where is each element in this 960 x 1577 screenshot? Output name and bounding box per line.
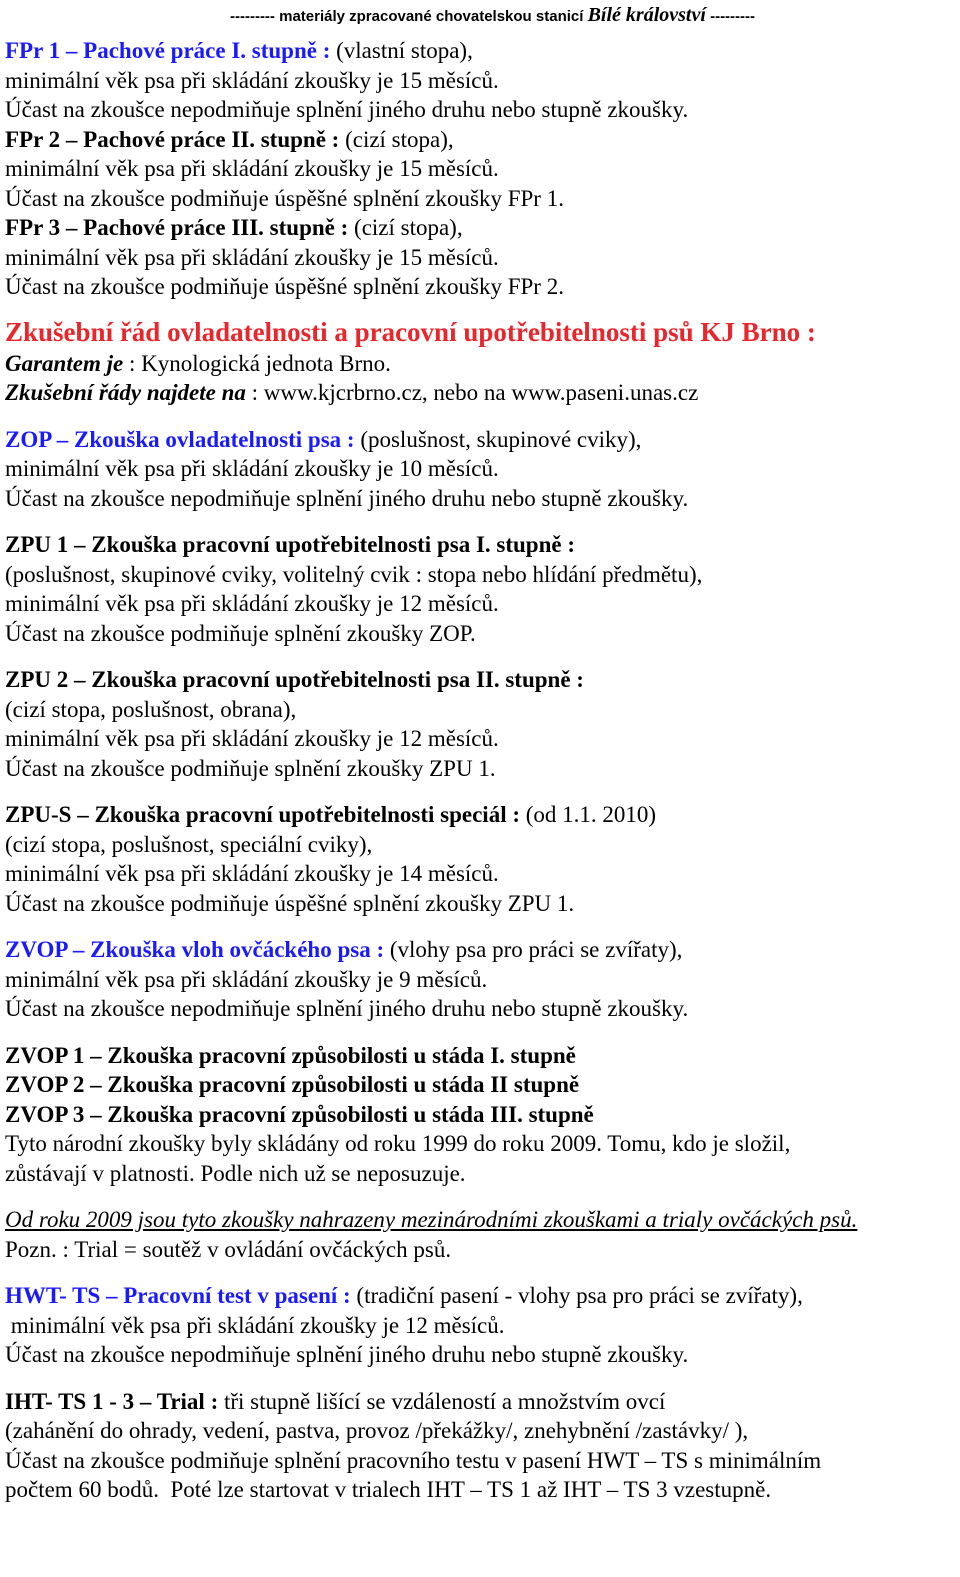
iht-rest: tři stupně lišící se vzdáleností a množstvím ovcí <box>218 1388 666 1414</box>
kj-brno-heading: Zkušební řád ovladatelnosti a pracovní upotřebitelnosti psů KJ Brno : <box>5 316 816 347</box>
trial-note: Pozn. : Trial = soutěž v ovládání ovčáckých psů. <box>5 1236 452 1262</box>
iht-line2: (zahánění do ohrady, vedení, pastva, provoz /překážky/, znehybnění /zastávky/ ), <box>5 1418 749 1443</box>
fpr2-title-line <box>5 125 960 155</box>
zvop1-title: ZVOP 1 – Zkouška pracovní způsobilosti u stáda I. stupně <box>5 1042 576 1068</box>
fpr1-age: minimální věk psa při skládání zkoušky je 15 měsíců. <box>5 67 499 93</box>
fpr2-condition: Účast na zkoušce podmiňuje úspěšné splnění zkoušky FPr 1. <box>5 185 564 211</box>
rules-label: Zkušební řády najdete na <box>5 380 246 405</box>
hwt-title-line <box>5 1281 960 1311</box>
zvop-rest: (vlohy psa pro práci se zvířaty), <box>384 937 683 962</box>
rules-urls: www.kjcrbrno.cz, nebo na www.paseni.unas.cz <box>263 380 699 405</box>
zpu2-detail: (cizí stopa, poslušnost, obrana), <box>5 696 297 722</box>
iht-line4: počtem 60 bodů. Poté lze startovat v trialech IHT – TS 1 až IHT – TS 3 vzestupně. <box>5 1477 772 1502</box>
header-dashes-right: --------- <box>705 8 756 25</box>
zpu1-age: minimální věk psa při skládání zkoušky je 12 měsíců. <box>5 591 499 616</box>
hwt-title: HWT- TS – Pracovní test v pasení : <box>5 1283 351 1308</box>
zpu1-section <box>5 530 960 648</box>
fpr2-age: minimální věk psa při skládání zkoušky je 15 měsíců. <box>5 156 499 181</box>
zpus-detail: (cizí stopa, poslušnost, speciální cviky), <box>5 831 373 857</box>
rules-sep: : <box>245 380 264 405</box>
kennel-name: Bílé království <box>587 4 706 26</box>
header-dashes-left: --------- <box>229 8 275 25</box>
zpus-condition: Účast na zkoušce podmiňuje úspěšné splnění zkoušky ZPU 1. <box>5 890 575 916</box>
zvop-levels-section <box>5 1041 960 1189</box>
guarantor-sep: : <box>123 350 142 376</box>
fpr2-rest: (cizí stopa), <box>339 126 454 152</box>
zpu2-condition: Účast na zkoušce podmiňuje splnění zkoušky ZPU 1. <box>5 755 496 781</box>
zpus-section <box>5 800 960 918</box>
hwt-section <box>5 1281 960 1370</box>
fpr1-title-line <box>5 36 960 66</box>
fpr-section <box>5 36 960 302</box>
zpu1-title: ZPU 1 – Zkouška pracovní upotřebitelnosti psa I. stupně : <box>5 532 575 557</box>
iht-line3: Účast na zkoušce podmiňuje splnění pracovního testu v pasení HWT – TS s minimálním <box>5 1447 822 1473</box>
fpr1-title: FPr 1 – Pachové práce I. stupně : <box>5 38 331 63</box>
zpu1-detail: (poslušnost, skupinové cviky, volitelný cvik : stopa nebo hlídání předmětu), <box>5 561 703 587</box>
guarantor-value: Kynologická jednota Brno. <box>141 350 391 376</box>
zpus-title: ZPU-S – Zkouška pracovní upotřebitelnosti speciál : <box>5 802 520 827</box>
zvop-title-line <box>5 935 960 965</box>
zpu2-title: ZPU 2 – Zkouška pracovní upotřebitelnosti psa II. stupně : <box>5 667 584 692</box>
zop-title: ZOP – Zkouška ovladatelnosti psa : <box>5 426 355 452</box>
iht-title-line <box>5 1387 960 1417</box>
hwt-rest: (tradiční pasení - vlohy psa pro práci se zvířaty), <box>350 1283 803 1308</box>
fpr3-title: FPr 3 – Pachové práce III. stupně : <box>5 215 349 240</box>
header-text: materiály zpracované chovatelskou stanicí <box>274 8 588 25</box>
zvop-section <box>5 935 960 1024</box>
rules-line <box>5 378 960 408</box>
zvop-title: ZVOP – Zkouška vloh ovčáckého psa : <box>5 937 385 962</box>
guarantor-line <box>5 349 960 379</box>
zop-section <box>5 425 960 514</box>
zop-condition: Účast na zkoušce nepodmiňuje splnění jiného druhu nebo stupně zkoušky. <box>5 485 689 511</box>
fpr3-rest: (cizí stopa), <box>348 215 463 240</box>
fpr2-title: FPr 2 – Pachové práce II. stupně : <box>5 126 340 152</box>
fpr1-condition: Účast na zkoušce nepodmiňuje splnění jiného druhu nebo stupně zkoušky. <box>5 97 689 122</box>
guarantor-label: Garantem je <box>5 350 124 376</box>
zpus-age: minimální věk psa při skládání zkoušky je 14 měsíců. <box>5 861 499 886</box>
zvop2-title: ZVOP 2 – Zkouška pracovní způsobilosti u stáda II stupně <box>5 1072 580 1097</box>
iht-section <box>5 1387 960 1505</box>
fpr1-rest: (vlastní stopa), <box>330 38 473 63</box>
hwt-age: minimální věk psa při skládání zkoušky je 12 měsíců. <box>5 1312 505 1338</box>
zpu1-condition: Účast na zkoušce podmiňuje splnění zkoušky ZOP. <box>5 620 476 646</box>
kj-brno-section <box>5 315 960 408</box>
zvop-note-line2: zůstávají v platnosti. Podle nich už se neposuzuje. <box>5 1160 466 1186</box>
zpu2-section <box>5 665 960 783</box>
replaced-note: Od roku 2009 jsou tyto zkoušky nahrazeny mezinárodními zkouškami a trialy ovčáckých psů. <box>5 1207 858 1232</box>
zvop3-title: ZVOP 3 – Zkouška pracovní způsobilosti u stáda III. stupně <box>5 1101 594 1127</box>
zvop-note-line1: Tyto národní zkoušky byly skládány od roku 1999 do roku 2009. Tomu, kdo je složil, <box>5 1131 791 1156</box>
zpus-title-line <box>5 800 960 830</box>
fpr3-title-line <box>5 213 960 243</box>
zpu2-age: minimální věk psa při skládání zkoušky je 12 měsíců. <box>5 726 499 751</box>
iht-title: IHT- TS 1 - 3 – Trial : <box>5 1388 219 1414</box>
hwt-condition: Účast na zkoušce nepodmiňuje splnění jiného druhu nebo stupně zkoušky. <box>5 1342 689 1367</box>
fpr3-condition: Účast na zkoušce podmiňuje úspěšné splnění zkoušky FPr 2. <box>5 274 564 299</box>
fpr3-age: minimální věk psa při skládání zkoušky je 15 měsíců. <box>5 244 499 270</box>
zop-title-line <box>5 425 960 455</box>
zpus-rest: (od 1.1. 2010) <box>520 802 657 827</box>
page-header <box>5 0 960 36</box>
zop-rest: (poslušnost, skupinové cviky), <box>354 426 642 452</box>
zvop-condition: Účast na zkoušce nepodmiňuje splnění jiného druhu nebo stupně zkoušky. <box>5 996 689 1021</box>
zop-age: minimální věk psa při skládání zkoušky je 10 měsíců. <box>5 456 499 481</box>
zvop-age: minimální věk psa při skládání zkoušky je 9 měsíců. <box>5 966 488 992</box>
